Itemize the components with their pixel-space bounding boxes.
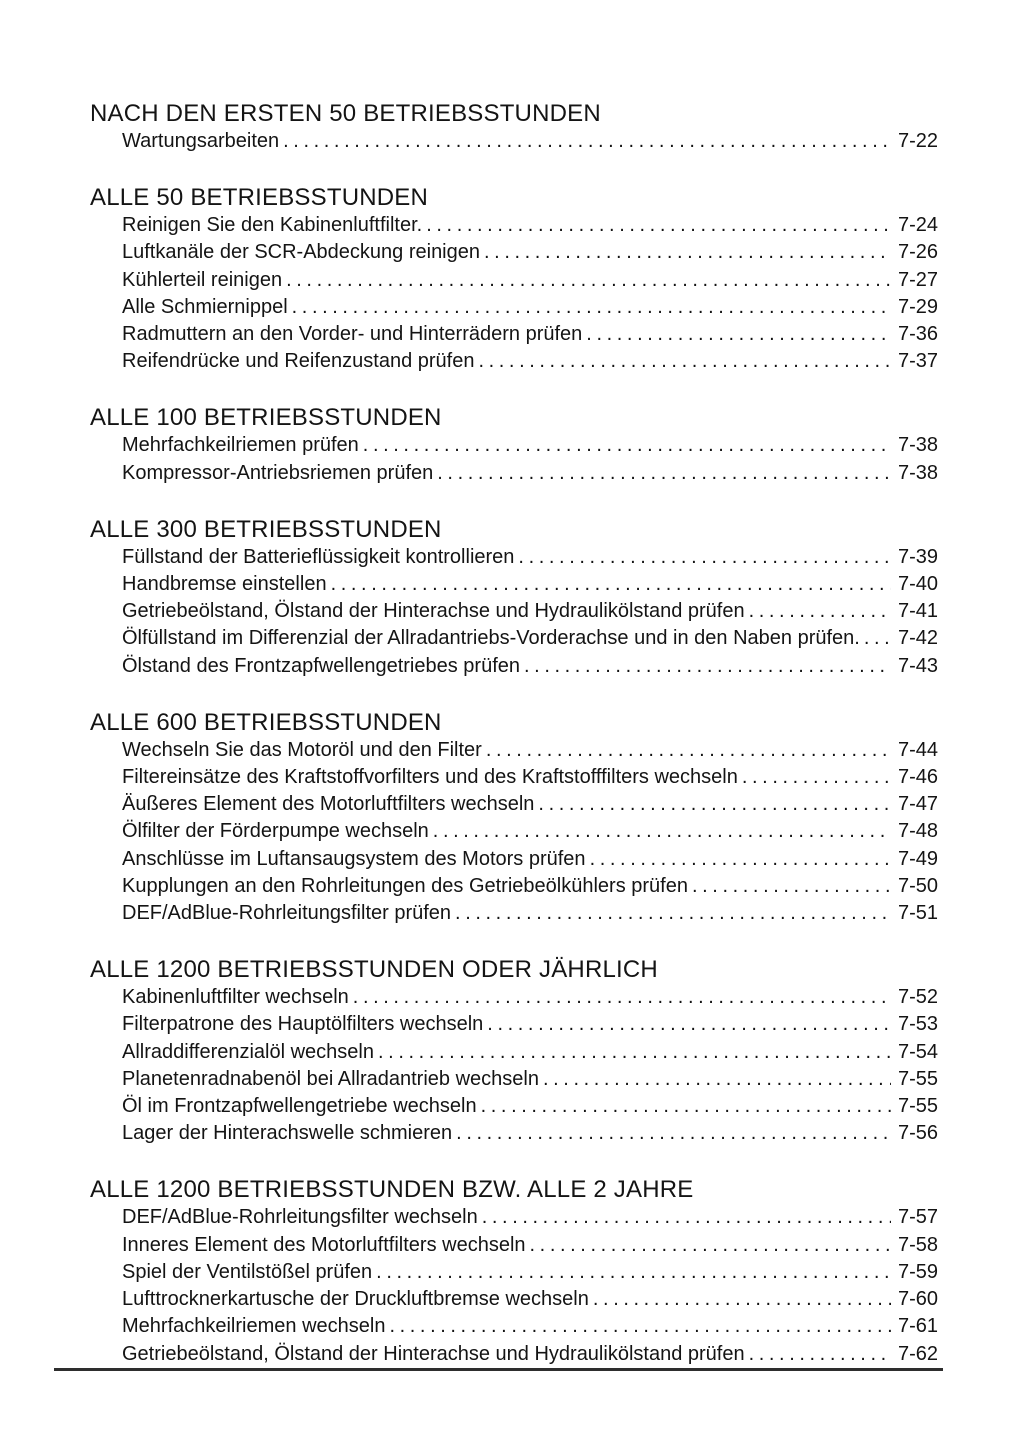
leader-dots	[487, 1011, 891, 1038]
entry-title: Spiel der Ventilstößel prüfen	[122, 1260, 373, 1283]
section-heading: ALLE 300 BETRIEBSSTUNDEN	[90, 515, 442, 543]
toc-entry	[122, 1011, 938, 1038]
entry-page-number: 7-36	[897, 323, 938, 346]
toc-entry	[122, 873, 938, 900]
entry-title: Mehrfachkeilriemen prüfen	[122, 434, 359, 457]
section-entries	[90, 544, 938, 680]
entry-page-number: 7-24	[897, 214, 938, 237]
section-heading: ALLE 100 BETRIEBSSTUNDEN	[90, 404, 442, 432]
entry-page-number: 7-43	[897, 654, 938, 677]
entry-title: Reinigen Sie den Kabinenluftfilter.	[122, 214, 423, 237]
leader-dots	[426, 212, 891, 239]
leader-dots	[353, 984, 891, 1011]
entry-title: Wechseln Sie das Motoröl und den Filter	[122, 738, 482, 761]
entry-title: Kühlerteil reinigen	[122, 268, 283, 291]
leader-dots	[455, 900, 891, 927]
toc-entry	[122, 294, 938, 321]
leader-dots	[331, 571, 891, 598]
entry-title: Inneres Element des Motorluftfilters wechseln	[122, 1233, 526, 1256]
section-entries	[90, 128, 938, 155]
entry-page-number: 7-53	[897, 1013, 938, 1036]
section-heading: ALLE 600 BETRIEBSSTUNDEN	[90, 708, 442, 736]
leader-dots	[456, 1120, 891, 1147]
entry-page-number: 7-47	[897, 793, 938, 816]
leader-dots	[486, 737, 891, 764]
section-entries	[90, 737, 938, 927]
entry-page-number: 7-27	[897, 268, 938, 291]
entry-page-number: 7-38	[897, 461, 938, 484]
leader-dots	[518, 544, 891, 571]
toc-entry	[122, 791, 938, 818]
entry-title: Anschlüsse im Luftansaugsystem des Motors prüfen	[122, 847, 586, 870]
entry-page-number: 7-29	[897, 295, 938, 318]
leader-dots	[593, 1286, 891, 1313]
toc-entry	[122, 571, 938, 598]
toc-entry	[122, 1120, 938, 1147]
toc-section	[90, 709, 938, 927]
entry-title: Ölfüllstand im Differenzial der Allradantriebs-Vorderachse und in den Naben prüfen.	[122, 627, 860, 650]
toc-entry	[122, 432, 938, 459]
leader-dots	[749, 1341, 891, 1368]
entry-page-number: 7-22	[897, 130, 938, 152]
toc-section	[90, 1176, 938, 1367]
entry-title: Getriebeölstand, Ölstand der Hinterachse und Hydraulikölstand prüfen	[122, 600, 745, 623]
toc-section	[90, 184, 938, 375]
leader-dots	[742, 764, 891, 791]
entry-page-number: 7-44	[897, 738, 938, 761]
toc-entry	[122, 900, 938, 927]
leader-dots	[389, 1313, 891, 1340]
toc-entry	[122, 321, 938, 348]
entry-page-number: 7-54	[897, 1040, 938, 1063]
toc-entry	[122, 764, 938, 791]
entry-page-number: 7-55	[897, 1095, 938, 1118]
entry-title: Filterpatrone des Hauptölfilters wechseln	[122, 1013, 484, 1036]
toc-entry	[122, 267, 938, 294]
entry-title: Ölfilter der Förderpumpe wechseln	[122, 820, 429, 843]
toc-entry	[122, 1093, 938, 1120]
leader-dots	[484, 239, 891, 266]
entry-page-number: 7-42	[897, 627, 938, 650]
toc-section	[90, 100, 938, 155]
entry-page-number: 7-41	[897, 600, 938, 623]
entry-title: Kupplungen an den Rohrleitungen des Getriebeölkühlers prüfen	[122, 874, 688, 897]
entry-page-number: 7-55	[897, 1067, 938, 1090]
leader-dots	[376, 1259, 891, 1286]
leader-dots	[433, 818, 891, 845]
section-entries	[90, 212, 938, 375]
toc-entry	[122, 212, 938, 239]
entry-page-number: 7-46	[897, 766, 938, 789]
entry-title: Getriebeölstand, Ölstand der Hinterachse und Hydraulikölstand prüfen	[122, 1342, 745, 1365]
entry-title: Kompressor-Antriebsriemen prüfen	[122, 461, 434, 484]
toc-entry	[122, 846, 938, 873]
section-heading: ALLE 50 BETRIEBSSTUNDEN	[90, 184, 429, 212]
entry-page-number: 7-59	[897, 1260, 938, 1283]
toc-entry	[122, 1204, 938, 1231]
entry-page-number: 7-62	[897, 1342, 938, 1365]
entry-page-number: 7-51	[897, 902, 938, 925]
toc-entry	[122, 1313, 938, 1340]
entry-title: Lufttrocknerkartusche der Druckluftbremse wechseln	[122, 1288, 589, 1311]
toc-entry	[122, 1066, 938, 1093]
section-entries	[90, 432, 938, 486]
entry-title: Lager der Hinterachswelle schmieren	[122, 1122, 453, 1145]
toc-section	[90, 516, 938, 680]
toc-entry	[122, 598, 938, 625]
entry-page-number: 7-58	[897, 1233, 938, 1256]
entry-title: Äußeres Element des Motorluftfilters wechseln	[122, 793, 535, 816]
entry-page-number: 7-26	[897, 241, 938, 264]
leader-dots	[590, 846, 891, 873]
leader-dots	[586, 321, 891, 348]
toc-entry	[122, 239, 938, 266]
leader-dots	[543, 1066, 891, 1093]
leader-dots	[378, 1039, 891, 1066]
leader-dots	[478, 348, 891, 375]
leader-dots	[482, 1204, 891, 1231]
entry-page-number: 7-38	[897, 434, 938, 457]
leader-dots	[292, 294, 891, 321]
toc-entry	[122, 1259, 938, 1286]
entry-page-number: 7-60	[897, 1288, 938, 1311]
entry-title: DEF/AdBlue-Rohrleitungsfilter wechseln	[122, 1206, 478, 1229]
entry-page-number: 7-39	[897, 545, 938, 568]
section-entries	[90, 1204, 938, 1367]
leader-dots	[363, 432, 891, 459]
entry-title: Öl im Frontzapfwellengetriebe wechseln	[122, 1095, 477, 1118]
leader-dots	[864, 625, 891, 652]
leader-dots	[283, 128, 891, 155]
entry-page-number: 7-37	[897, 350, 938, 373]
entry-title: Allraddifferenzialöl wechseln	[122, 1040, 374, 1063]
toc-entry	[122, 1286, 938, 1313]
toc-entry	[122, 128, 938, 155]
entry-title: Planetenradnabenöl bei Allradantrieb wechseln	[122, 1067, 539, 1090]
toc-section	[90, 404, 938, 486]
entry-title: Luftkanäle der SCR-Abdeckung reinigen	[122, 241, 480, 264]
toc-entry	[122, 1341, 938, 1368]
section-heading: NACH DEN ERSTEN 50 BETRIEBSSTUNDEN	[90, 100, 601, 127]
toc-entry	[122, 348, 938, 375]
section-heading: ALLE 1200 BETRIEBSSTUNDEN BZW. ALLE 2 JAHRE	[90, 1176, 694, 1204]
entry-page-number: 7-49	[897, 847, 938, 870]
leader-dots	[481, 1093, 891, 1120]
entry-title: Füllstand der Batterieflüssigkeit kontrollieren	[122, 545, 515, 568]
entry-page-number: 7-50	[897, 874, 938, 897]
leader-dots	[437, 460, 891, 487]
entry-title: Mehrfachkeilriemen wechseln	[122, 1315, 386, 1338]
toc-entry	[122, 984, 938, 1011]
entry-title: DEF/AdBlue-Rohrleitungsfilter prüfen	[122, 902, 452, 925]
entry-title: Radmuttern an den Vorder- und Hinterrädern prüfen	[122, 323, 583, 346]
leader-dots	[524, 653, 891, 680]
leader-dots	[749, 598, 891, 625]
entry-title: Ölstand des Frontzapfwellengetriebes prüfen	[122, 654, 521, 677]
toc-entry	[122, 818, 938, 845]
toc-entry	[122, 1232, 938, 1259]
leader-dots	[692, 873, 891, 900]
leader-dots	[530, 1232, 891, 1259]
bottom-rule	[54, 1368, 943, 1371]
entry-title: Wartungsarbeiten	[122, 130, 280, 152]
entry-page-number: 7-48	[897, 820, 938, 843]
entry-page-number: 7-61	[897, 1315, 938, 1338]
toc-entry	[122, 1039, 938, 1066]
entry-title: Alle Schmiernippel	[122, 295, 288, 318]
toc-entry	[122, 625, 938, 652]
toc-section	[90, 956, 938, 1147]
entry-page-number: 7-56	[897, 1122, 938, 1145]
entry-page-number: 7-40	[897, 573, 938, 596]
leader-dots	[286, 267, 891, 294]
toc-entry	[122, 653, 938, 680]
section-heading: ALLE 1200 BETRIEBSSTUNDEN ODER JÄHRLICH	[90, 956, 658, 984]
entry-page-number: 7-57	[897, 1206, 938, 1229]
toc-entry	[122, 737, 938, 764]
toc-entry	[122, 460, 938, 487]
entry-title: Filtereinsätze des Kraftstoffvorfilters und des Kraftstofffilters wechseln	[122, 766, 738, 789]
toc-entry	[122, 544, 938, 571]
entry-title: Reifendrücke und Reifenzustand prüfen	[122, 350, 475, 373]
entry-title: Handbremse einstellen	[122, 573, 327, 596]
leader-dots	[538, 791, 891, 818]
entry-title: Kabinenluftfilter wechseln	[122, 986, 349, 1009]
section-entries	[90, 984, 938, 1147]
entry-page-number: 7-52	[897, 986, 938, 1009]
